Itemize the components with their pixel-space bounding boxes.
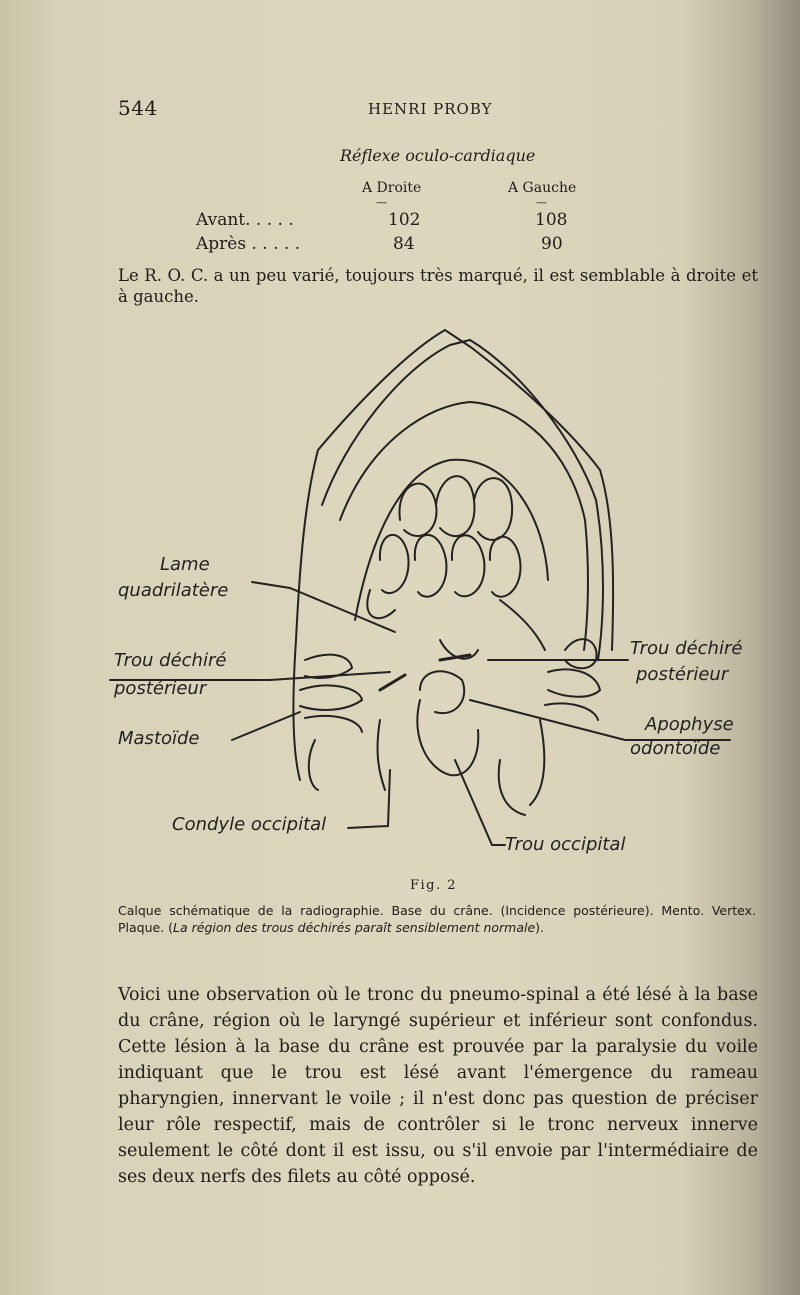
label-trou-dechire-left: postérieur: [114, 678, 207, 699]
label-lame: quadrilatère: [118, 580, 229, 601]
figure-caption: Calque schématique de la radiographie. Base du crâne. (Incidence postérieure). Mento. Vertex. Plaque. (La région des trous déchirés paraît sensiblement normale).: [118, 903, 756, 935]
table-cell: 108: [535, 210, 568, 230]
label-trou-dechire-right: postérieur: [636, 664, 729, 685]
skull-outer-contour: [293, 450, 318, 780]
label-mastoide: Mastoïde: [118, 728, 200, 749]
table-title: Réflexe oculo-cardiaque: [340, 146, 536, 165]
table-rule-gauche: —: [536, 196, 547, 209]
leader-mastoide: [232, 712, 300, 740]
skull-inner-contour: [340, 402, 588, 650]
skull-outer-contour: [318, 330, 613, 650]
running-head-author: HENRI PROBY: [368, 100, 493, 118]
skull-inner-contour: [322, 340, 603, 660]
label-trou-dechire-right: Trou déchiré: [630, 638, 743, 659]
table-col-droite: A Droite: [362, 180, 422, 196]
label-apophyse: Apophyse: [645, 714, 734, 735]
table-cell: 102: [388, 210, 421, 230]
body-paragraph: Voici une observation où le tronc du pneumo-spinal a été lésé à la base du crâne, région où le laryngé supérieur et inférieur sont confondus. Cette lésion à la base du crâne est prouvée par la paralysie du voile indiquant que le trou est lésé avant l'émergence du rameau pharyngien, innervant le voile ; il n'est donc pas question de préciser leur rôle respectif, mais de contrôler si le tronc nerveux innerve seulement le côté dont il est issu, ou s'il envoie par l'intermédiaire de ses deux nerfs des filets au côté opposé.: [118, 985, 758, 1187]
label-apophyse: odontoïde: [630, 738, 721, 759]
page-number: 544: [118, 96, 158, 120]
label-trou-occipital: Trou occipital: [505, 834, 626, 855]
label-lame: Lame: [160, 554, 210, 575]
table-cell: 84: [393, 234, 415, 254]
leader-lame: [252, 582, 395, 632]
label-trou-dechire-left: Trou déchiré: [114, 650, 227, 671]
figure-number: Fig. 2: [410, 878, 458, 893]
table-row-label: Avant. . . . .: [196, 210, 294, 230]
table-rule-droite: —: [376, 196, 387, 209]
table-col-gauche: A Gauche: [508, 180, 577, 196]
leader-condyle: [348, 770, 390, 828]
table-cell: 90: [541, 234, 563, 254]
paragraph: Le R. O. C. a un peu varié, toujours très marqué, il est semblable à droite et à gauche.: [118, 266, 758, 306]
table-row-label: Après . . . . .: [196, 234, 301, 254]
label-condyle: Condyle occipital: [172, 814, 327, 835]
